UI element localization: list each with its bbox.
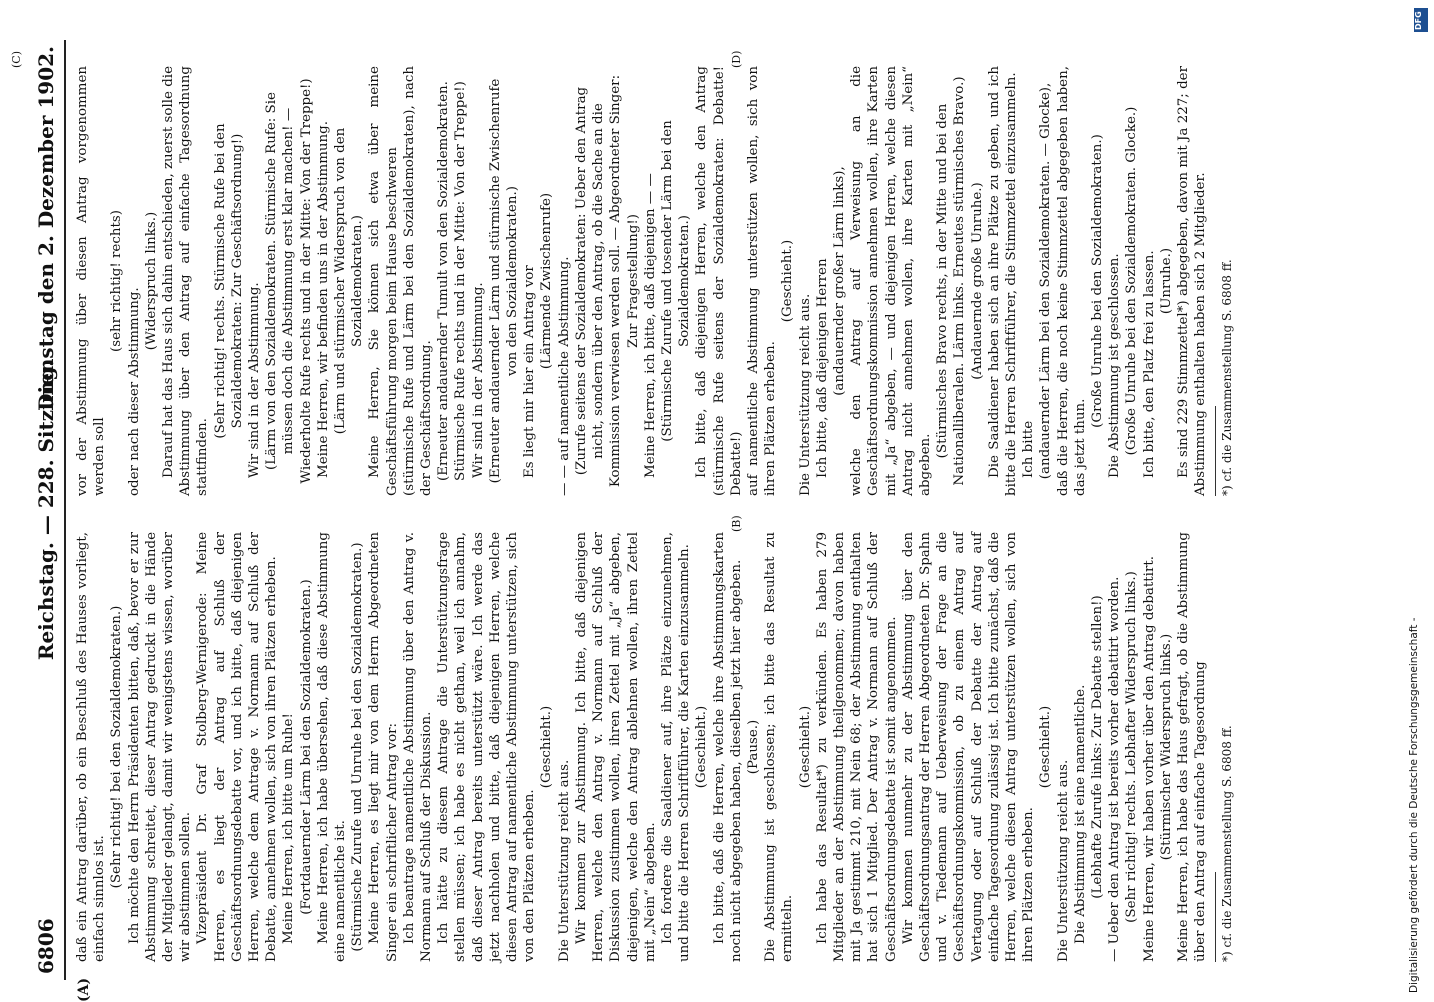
page-number: 6806 (34, 918, 58, 974)
paragraph: Die Unterstützung reicht aus. (797, 293, 813, 496)
paragraph: Ich fordere die Saaldiener auf, ihre Plätze einzunehmen, und bitte die Herren Schriftführer, die Karten einzusammeln. (659, 532, 693, 962)
paragraph: Ich habe das Resultat*) zu verkünden. Es haben 279 Mitglieder an der Abstimmung theilgenommen; davon haben mit Ja gestimmt 210, mit Nein 68; der Abstimmung enthalten hat sich 1 Mitglied. Der Antrag v. Normann auf Schluß der Geschäftsordnungsdebatte ist somit angenommen. (814, 532, 899, 962)
paragraph: Ich bitte, daß diejenigen Herren (814, 258, 830, 478)
interjection: (Widerspruch links.) (143, 211, 159, 351)
interjection: (Geschieht.) (1038, 705, 1054, 789)
paragraph: Ich möchte den Herrn Präsidenten bitten, daß, bevor er zur Abstimmung schreitet, dieser Antrag gedruckt in die Hände der Mitglieder gelangt, damit wir wenigstens wissen, worüber wir abstimmen sollen. (126, 532, 194, 962)
digitization-credit (1408, 8, 1430, 993)
interjection: (Lärmende Zwischenrufe) (539, 192, 555, 370)
interjection: (Pause.) (745, 719, 761, 775)
interjection: (Sehr richtig! rechts. Stürmische Rufe bei den Sozialdemokraten: Zur Geschäftsordnung!) (212, 123, 245, 439)
interjection: (andauernder Lärm bei den Sozialdemokraten. — Glocke), (1038, 82, 1054, 480)
interjection: (sehr richtig! rechts) (109, 210, 125, 352)
session-date: Dienstag den 2. Dezember 1902. (34, 46, 58, 411)
paragraph: Meine Herren, Sie können sich etwa über meine Geschäftsführung morgen beim Hause beschweren (367, 66, 400, 496)
paragraph: auf namentliche Abstimmung unterstützen wollen, sich von ihren Plätzen erheben. (745, 66, 779, 496)
interjection: (Stürmischer Widerspruch links.) (1158, 633, 1174, 861)
paragraph: Meine Herren, ich bitte um Ruhe! (281, 713, 297, 944)
paragraph: Darauf hat das Haus sich dahin entschieden, zuerst solle die Abstimmung über den Antrag auf einfache Tagesordnung stattfinden. (161, 66, 211, 496)
credit-text: Digitalisierung gefördert durch die Deutsche Forschungsgemeinschaft - (1408, 617, 1420, 993)
paragraph: — — auf namentliche Abstimmung. (556, 256, 572, 496)
interjection: (Große Unruhe bei den Sozialdemokraten.) (1089, 134, 1105, 428)
interjection: (Stürmisches Bravo rechts, in der Mitte und bei den Nationalliberalen. Lärm links. Erneutes stürmisches Bravo.) (935, 76, 968, 486)
margin-marker-d: (D) (730, 50, 743, 68)
paragraph: Ich bitte (1021, 420, 1037, 478)
interjection: (Geschieht.) (797, 705, 813, 789)
interjection: (Lärm von den Sozialdemokraten. Stürmische Rufe: Sie müssen doch die Abstimmung erst klar machen! — Wiederholte Rufe rechts und in der Mitte: Von der Treppe!) (264, 78, 314, 484)
paragraph: (stürmische Rufe und Lärm bei den Sozialdemokraten), nach der Geschäftsordnung. (401, 66, 435, 496)
paragraph: Die Unterstützung reicht aus. (556, 759, 572, 962)
paragraph: Die Unterstützung reicht aus. (1055, 759, 1071, 962)
paragraph: Ich bitte, daß die Herren, welche ihre Abstimmungskarten noch nicht abgegeben haben, dieselben jetzt hier abgeben. (711, 532, 744, 962)
paragraph: Meine Herren, ich habe das Haus gefragt, ob die Abstimmung über den Antrag auf einfache Tagesordnung (1176, 532, 1209, 962)
paragraph: daß die Herren, die noch keine Stimmzettel abgegeben haben, das jetzt thun. (1055, 66, 1088, 496)
interjection: (Zurufe seitens der Sozialdemokraten: Ueber den Antrag nicht, sondern über den Antrag, ob die Sache an die Kommission verwiesen werden soll. — Abgeordneter Singer: Zur Fragestellung!) (573, 74, 641, 488)
interjection: (Stürmische Zurufe und Unruhe bei den Sozialdemokraten.) (350, 542, 366, 952)
text-column-left (74, 532, 1237, 962)
interjection: (Geschieht.) (694, 705, 710, 789)
footnote: *) cf. die Zusammenstellung S. 6808 ff. (1220, 259, 1235, 496)
margin-marker-b: (B) (730, 515, 743, 532)
paragraph: Die Saaldiener haben sich an ihre Plätze zu geben, und ich bitte die Herren Schriftführer, die Stimmzettel einzusammeln. (986, 66, 1019, 496)
interjection: (Unruhe.) (1158, 247, 1174, 315)
paragraph: Es liegt mir hier ein Antrag vor (522, 265, 538, 478)
paragraph: Vizepräsident Dr. Graf Stolberg-Wernigerode: Meine Herren, es liegt der Antrag auf Schluß der Geschäftsordnungsdebatte vor, und ich bitte, daß diejenigen Herren, welche dem Antrage v. Normann auf Schluß der Debatte, annehmen wollen, sich von ihren Plätzen erheben. (195, 532, 280, 962)
paragraph: Die Abstimmung ist eine namentliche. (1072, 684, 1088, 944)
dfg-logo: DFG (1414, 8, 1428, 32)
rotated-page-content (10, 40, 1370, 1002)
paragraph: Es sind 229 Stimmzettel*) abgegeben, davon mit Ja 227; der Abstimmung enthalten haben sich 2 Mitglieder. (1176, 66, 1209, 496)
paragraph: Meine Herren, ich habe übersehen, daß diese Abstimmung eine namentliche ist. (315, 532, 349, 962)
interjection: (Erneuter andauernder Tumult von den Sozialdemokraten. Stürmische Rufe rechts und in der Mitte: Von der Treppe!) (436, 81, 469, 481)
paragraph: Wir kommen zur Abstimmung. Ich bitte, daß diejenigen Herren, welche den Antrag v. Normann auf Schluß der Diskussion zustimmen wollen, ihren Zettel mit „Ja“ abgeben, diejenigen, welche den Antrag ablehnen wollen, ihren Zettel mit „Nein“ abgeben. (573, 532, 658, 962)
page-header (30, 40, 66, 980)
session-title: Reichstag. — 228. Sitzung. (34, 359, 58, 661)
interjection: (Erneuter andauernder Lärm und stürmische Zwischenrufe von den Sozialdemokraten.) (487, 78, 521, 484)
margin-marker-a: (A) (76, 977, 92, 1002)
interjection: (Sehr richtig! rechts. Lebhafter Widerspruch links.) (1124, 571, 1140, 923)
interjection: (Geschieht.) (539, 705, 555, 789)
paragraph: Die Abstimmung ist geschlossen; ich bitte das Resultat zu ermitteln. (763, 532, 796, 962)
interjection: (Lärm und stürmischer Widerspruch von den Sozialdemokraten.) (333, 127, 366, 435)
interjection: (andauernder großer Lärm links), (831, 166, 847, 396)
paragraph: Ich hätte zu diesem Antrage die Unterstützungsfrage stellen müssen; ich habe es nicht gethan, weil ich annahm, daß dieser Antrag bereits unterstützt wäre. Ich werde das jetzt nachholen und bitte, daß diejenigen Herren, welche diesen Antrag auf namentliche Abstimmung unterstützen, sich von den Plätzen erheben. (436, 532, 538, 962)
paragraph: Ich bitte, daß diejenigen Herren, welche den Antrag (stürmische Rufe seitens der Sozialdemokraten: Debatte! Debatte!) (694, 66, 744, 496)
paragraph: Wir kommen nunmehr zu der Abstimmung über den Geschäftsordnungsantrag der Herren Abgeordneten Dr. Spahn und v. Tiedemann auf Ueberweisung der Frage an die Geschäftsordnungskommission, ob zu einem Antrag auf Vertagung oder auf Schluß der Debatte der Antrag auf einfache Tagesordnung zulässig ist. Ich bitte zunächst, daß die Herren, welche diesen Antrag unterstützen wollen, sich von ihren Plätzen erheben. (900, 532, 1037, 962)
paragraph: Meine Herren, es liegt mir von dem Herrn Abgeordneten Singer ein schriftlicher Antrag vor: (367, 532, 400, 962)
paragraph: Meine Herren, wir befinden uns in der Abstimmung. (315, 121, 331, 478)
interjection: (Fortdauernder Lärm bei den Sozialdemokraten.) (298, 579, 314, 915)
paragraph: Ich bitte, den Platz frei zu lassen. (1141, 250, 1157, 478)
interjection: (Sehr richtig! bei den Sozialdemokraten.) (109, 605, 125, 889)
paragraph: Wir sind in der Abstimmung. (247, 282, 263, 478)
paragraph: daß ein Antrag darüber, ob ein Beschluß des Hauses vorliegt, einfach sinnlos ist. (75, 532, 108, 962)
paragraph: welche den Antrag auf Verweisung an die Geschäftsordnungskommission annehmen wollen, ihre Karten mit „Ja“ abgeben, — und diejenigen Herren, welche diesen Antrag nicht annehmen wollen, ihre Karten mit „Nein“ abgeben. (849, 66, 933, 496)
paragraph: Wir sind in der Abstimmung. (470, 282, 486, 478)
paragraph: Ich beantrage namentliche Abstimmung über den Antrag v. Normann auf Schluß der Diskussion. (401, 532, 435, 962)
paragraph: oder nach dieser Abstimmung. (126, 287, 142, 496)
text-column-right (74, 66, 1237, 496)
paragraph: vor der Abstimmung über diesen Antrag vorgenommen werden soll (75, 66, 108, 496)
interjection: (Andauernde große Unruhe.) (969, 182, 985, 380)
interjection: (Stürmische Zurufe und tosender Lärm bei den Sozialdemokraten.) (659, 120, 693, 442)
interjection: (Große Unruhe bei den Sozialdemokraten. Glocke.) (1124, 106, 1140, 456)
paragraph: — Ueber den Antrag ist bereits vorher debattirt worden. (1107, 576, 1123, 962)
interjection: (Lebhafte Zurufe links: Zur Debatte stellen!) (1089, 595, 1105, 899)
paragraph: Meine Herren, ich bitte, daß diejenigen — — (642, 173, 658, 478)
interjection: (Geschieht.) (780, 239, 796, 323)
paragraph: Meine Herren, wir haben vorher über den Antrag debattirt. (1141, 556, 1157, 962)
footnote: *) cf. die Zusammenstellung S. 6808 ff. (1220, 725, 1235, 962)
margin-marker-c: (C) (10, 51, 23, 68)
paragraph: Die Abstimmung ist geschlossen. (1107, 253, 1123, 478)
